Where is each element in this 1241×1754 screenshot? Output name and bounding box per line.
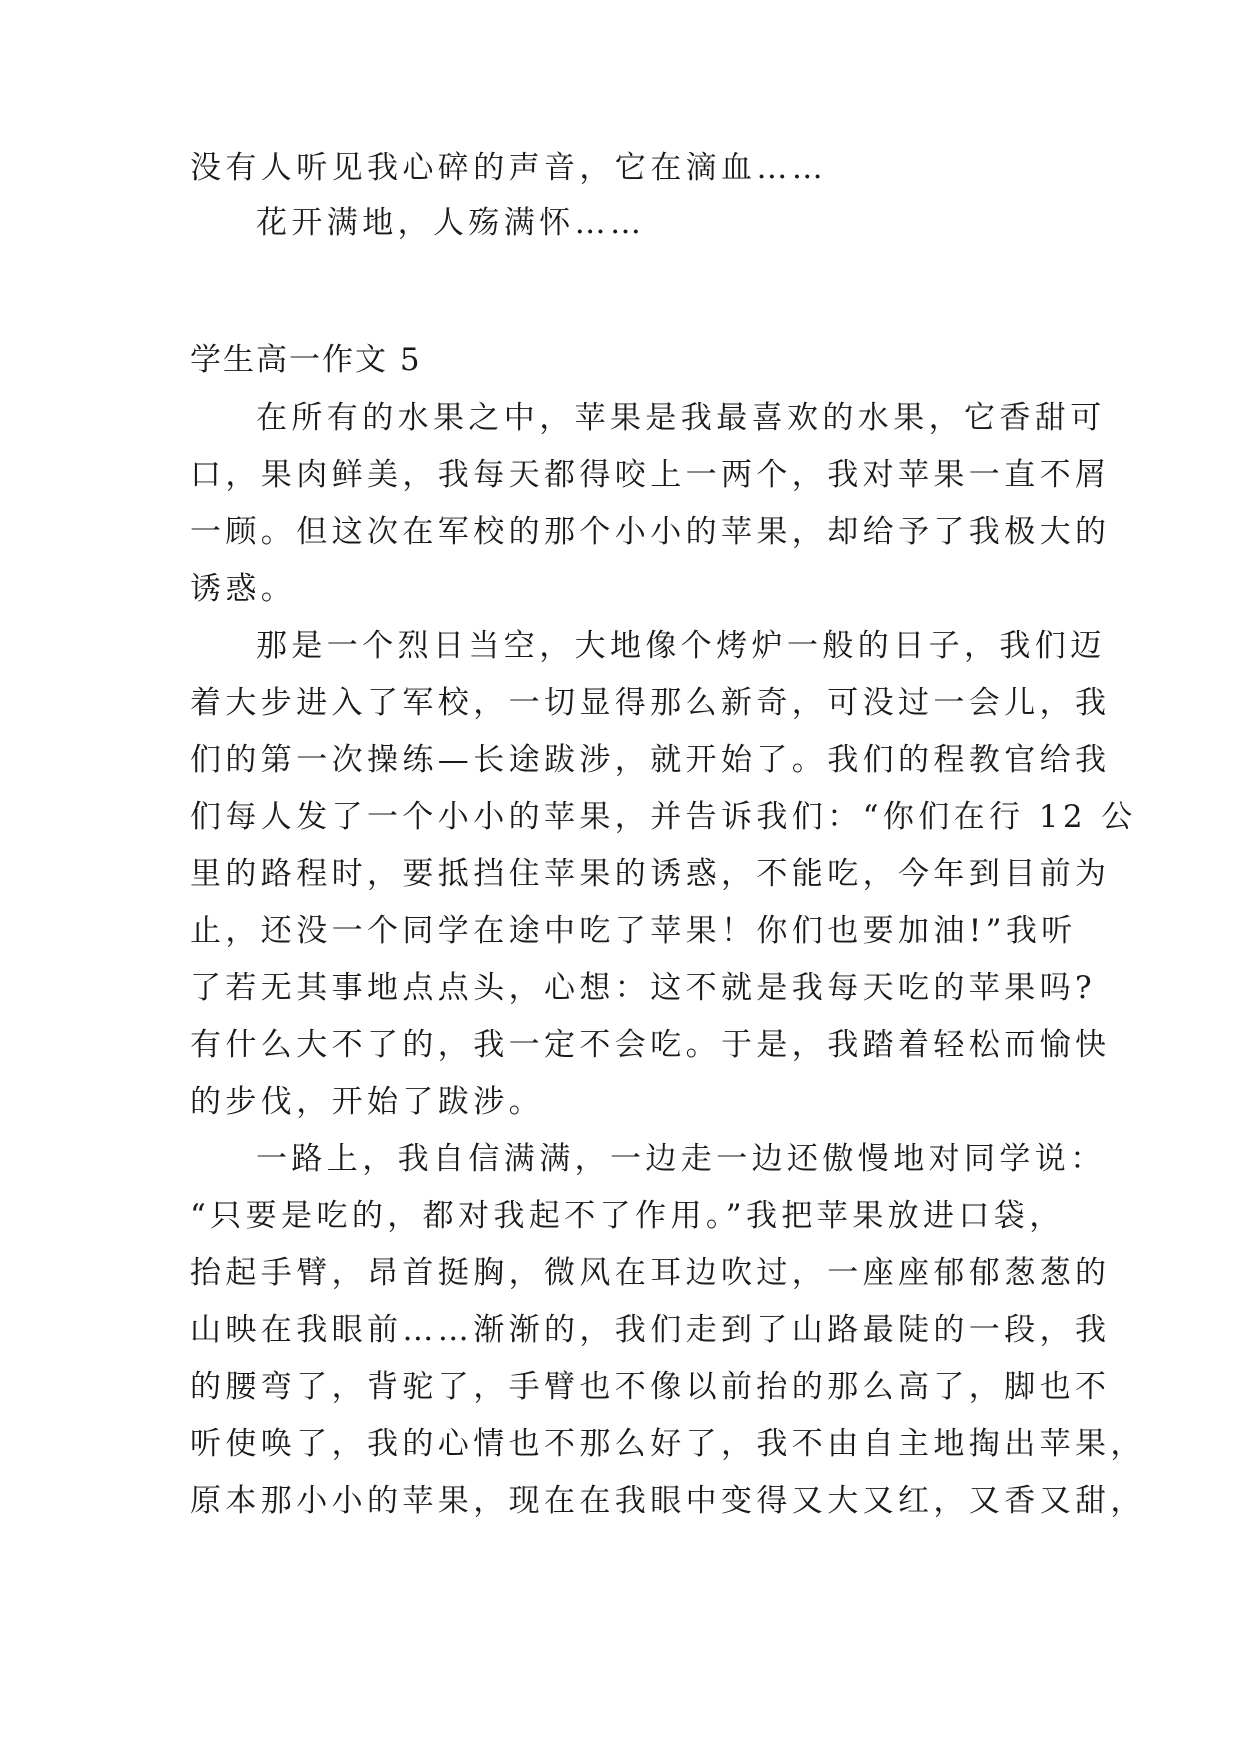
text-line: 山映在我眼前……渐渐的，我们走到了山路最陡的一段，我 (190, 1312, 1111, 1348)
text-line: 的腰弯了，背驼了，手臂也不像以前抬的那么高了，脚也不 (190, 1369, 1111, 1405)
text-line: 原本那小小的苹果，现在在我眼中变得又大又红，又香又甜， (190, 1483, 1146, 1519)
text-line: 们每人发了一个小小的苹果，并告诉我们：“你们在行 12 公 (190, 799, 1137, 835)
text-line: “只要是吃的，都对我起不了作用。”我把苹果放进口袋， (190, 1198, 1065, 1234)
text-line: 诱惑。 (190, 571, 297, 607)
text-line: 没有人听见我心碎的声音，它在滴血…… (190, 150, 828, 186)
text-line: 一路上，我自信满满，一边走一边还傲慢地对同学说： (256, 1141, 1106, 1177)
text-line: 着大步进入了军校，一切显得那么新奇，可没过一会儿，我 (190, 685, 1111, 721)
text-line: 花开满地，人殇满怀…… (256, 205, 646, 241)
text-line: 里的路程时，要抵挡住苹果的诱惑，不能吃，今年到目前为 (190, 856, 1111, 892)
text-line: 止，还没一个同学在途中吃了苹果！你们也要加油!”我听 (190, 913, 1077, 949)
text-line: 有什么大不了的，我一定不会吃。于是，我踏着轻松而愉快 (190, 1027, 1111, 1063)
text-line: 那是一个烈日当空，大地像个烤炉一般的日子，我们迈 (256, 628, 1106, 664)
text-line: 一顾。但这次在军校的那个小小的苹果，却给予了我极大的 (190, 514, 1111, 550)
text-line: 在所有的水果之中，苹果是我最喜欢的水果，它香甜可 (256, 400, 1106, 436)
text-line: 听使唤了，我的心情也不那么好了，我不由自主地掏出苹果， (190, 1426, 1146, 1462)
section-heading: 学生高一作文 5 (190, 342, 422, 378)
text-line: 的步伐，开始了跋涉。 (190, 1084, 544, 1120)
text-line: 们的第一次操练—长途跋涉，就开始了。我们的程教官给我 (190, 742, 1111, 778)
text-line: 抬起手臂，昂首挺胸，微风在耳边吹过，一座座郁郁葱葱的 (190, 1255, 1111, 1291)
text-line: 口，果肉鲜美，我每天都得咬上一两个，我对苹果一直不屑 (190, 457, 1111, 493)
text-line: 了若无其事地点点头，心想：这不就是我每天吃的苹果吗? (190, 970, 1097, 1006)
